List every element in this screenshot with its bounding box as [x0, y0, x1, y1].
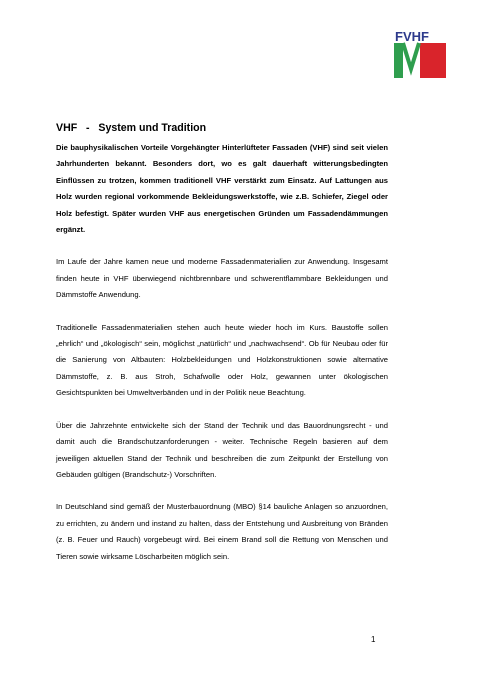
fvhf-logo [394, 29, 446, 78]
intro-paragraph: Die bauphysikalischen Vorteile Vorgehängter Hinterlüfteter Fassaden (VHF) sind seit vielen Jahrhunderten bekannt. Besonders dort, wo es galt dauerhaft witterungsbedingten Einflüssen zu trotzen, kommen traditionell VHF verstärkt zum Einsatz. Auf Lattungen aus Holz wurden regional vorkommende Bekleidungswerkstoffe, wie z.B. Schiefer, Ziegel oder Holz befestigt. Später wurden VHF aus energetischen Gründen um Fassadendämmungen ergänzt. [56, 143, 388, 235]
fvhf-logo-graphic [394, 29, 446, 78]
logo-text: FVHF [395, 29, 429, 44]
body-paragraph-tradition: Traditionelle Fassadenmaterialien stehen auch heute wieder hoch im Kurs. Baustoffe sollen „ehrlich“ und „ökologisch“ sein, möglichst „natürlich“ und „nachwachsend“. Ob für Neubau oder für die Sanierung von Altbauten: Holzbekleidungen und Holzkonstruktionen sowie alternative Dämmstoffe, z. B. aus Stroh, Schafwolle oder Holz, gewannen unter ökologischen Gesichtspunkten bei Umweltverbänden und in der Politik neue Beachtung. [56, 322, 388, 398]
page-number: 1 [371, 635, 376, 644]
body-paragraph-regulations: Über die Jahrzehnte entwickelte sich der Stand der Technik und das Bauordnungsrecht - und damit auch die Brandschutzanforderungen - weiter. Technische Regeln basieren auf dem jeweiligen aktuellen Stand der Technik und beschreiben die zum Zeitpunkt der Erstellung von Gebäuden gültigen (Brandschutz-) Vorschriften. [56, 420, 388, 479]
body-paragraph-mbo: In Deutschland sind gemäß der Musterbauordnung (MBO) §14 bauliche Anlagen so anzuordnen, zu errichten, zu ändern und instand zu halten, dass der Entstehung und Ausbreitung von Bränden (z. B. Feuer und Rauch) vorgebeugt wird. Bei einem Brand soll die Rettung von Menschen und Tieren sowie wirksame Löscharbeiten möglich sein. [56, 502, 388, 561]
document-body [56, 122, 388, 565]
body-paragraph-materials: Im Laufe der Jahre kamen neue und moderne Fassadenmaterialien zur Anwendung. Insgesamt finden heute in VHF überwiegend nichtbrennbare und schwerentflammbare Bekleidungen und Dämmstoffe Anwendung. [56, 257, 388, 300]
page-title: VHF - System und Tradition [56, 122, 207, 134]
